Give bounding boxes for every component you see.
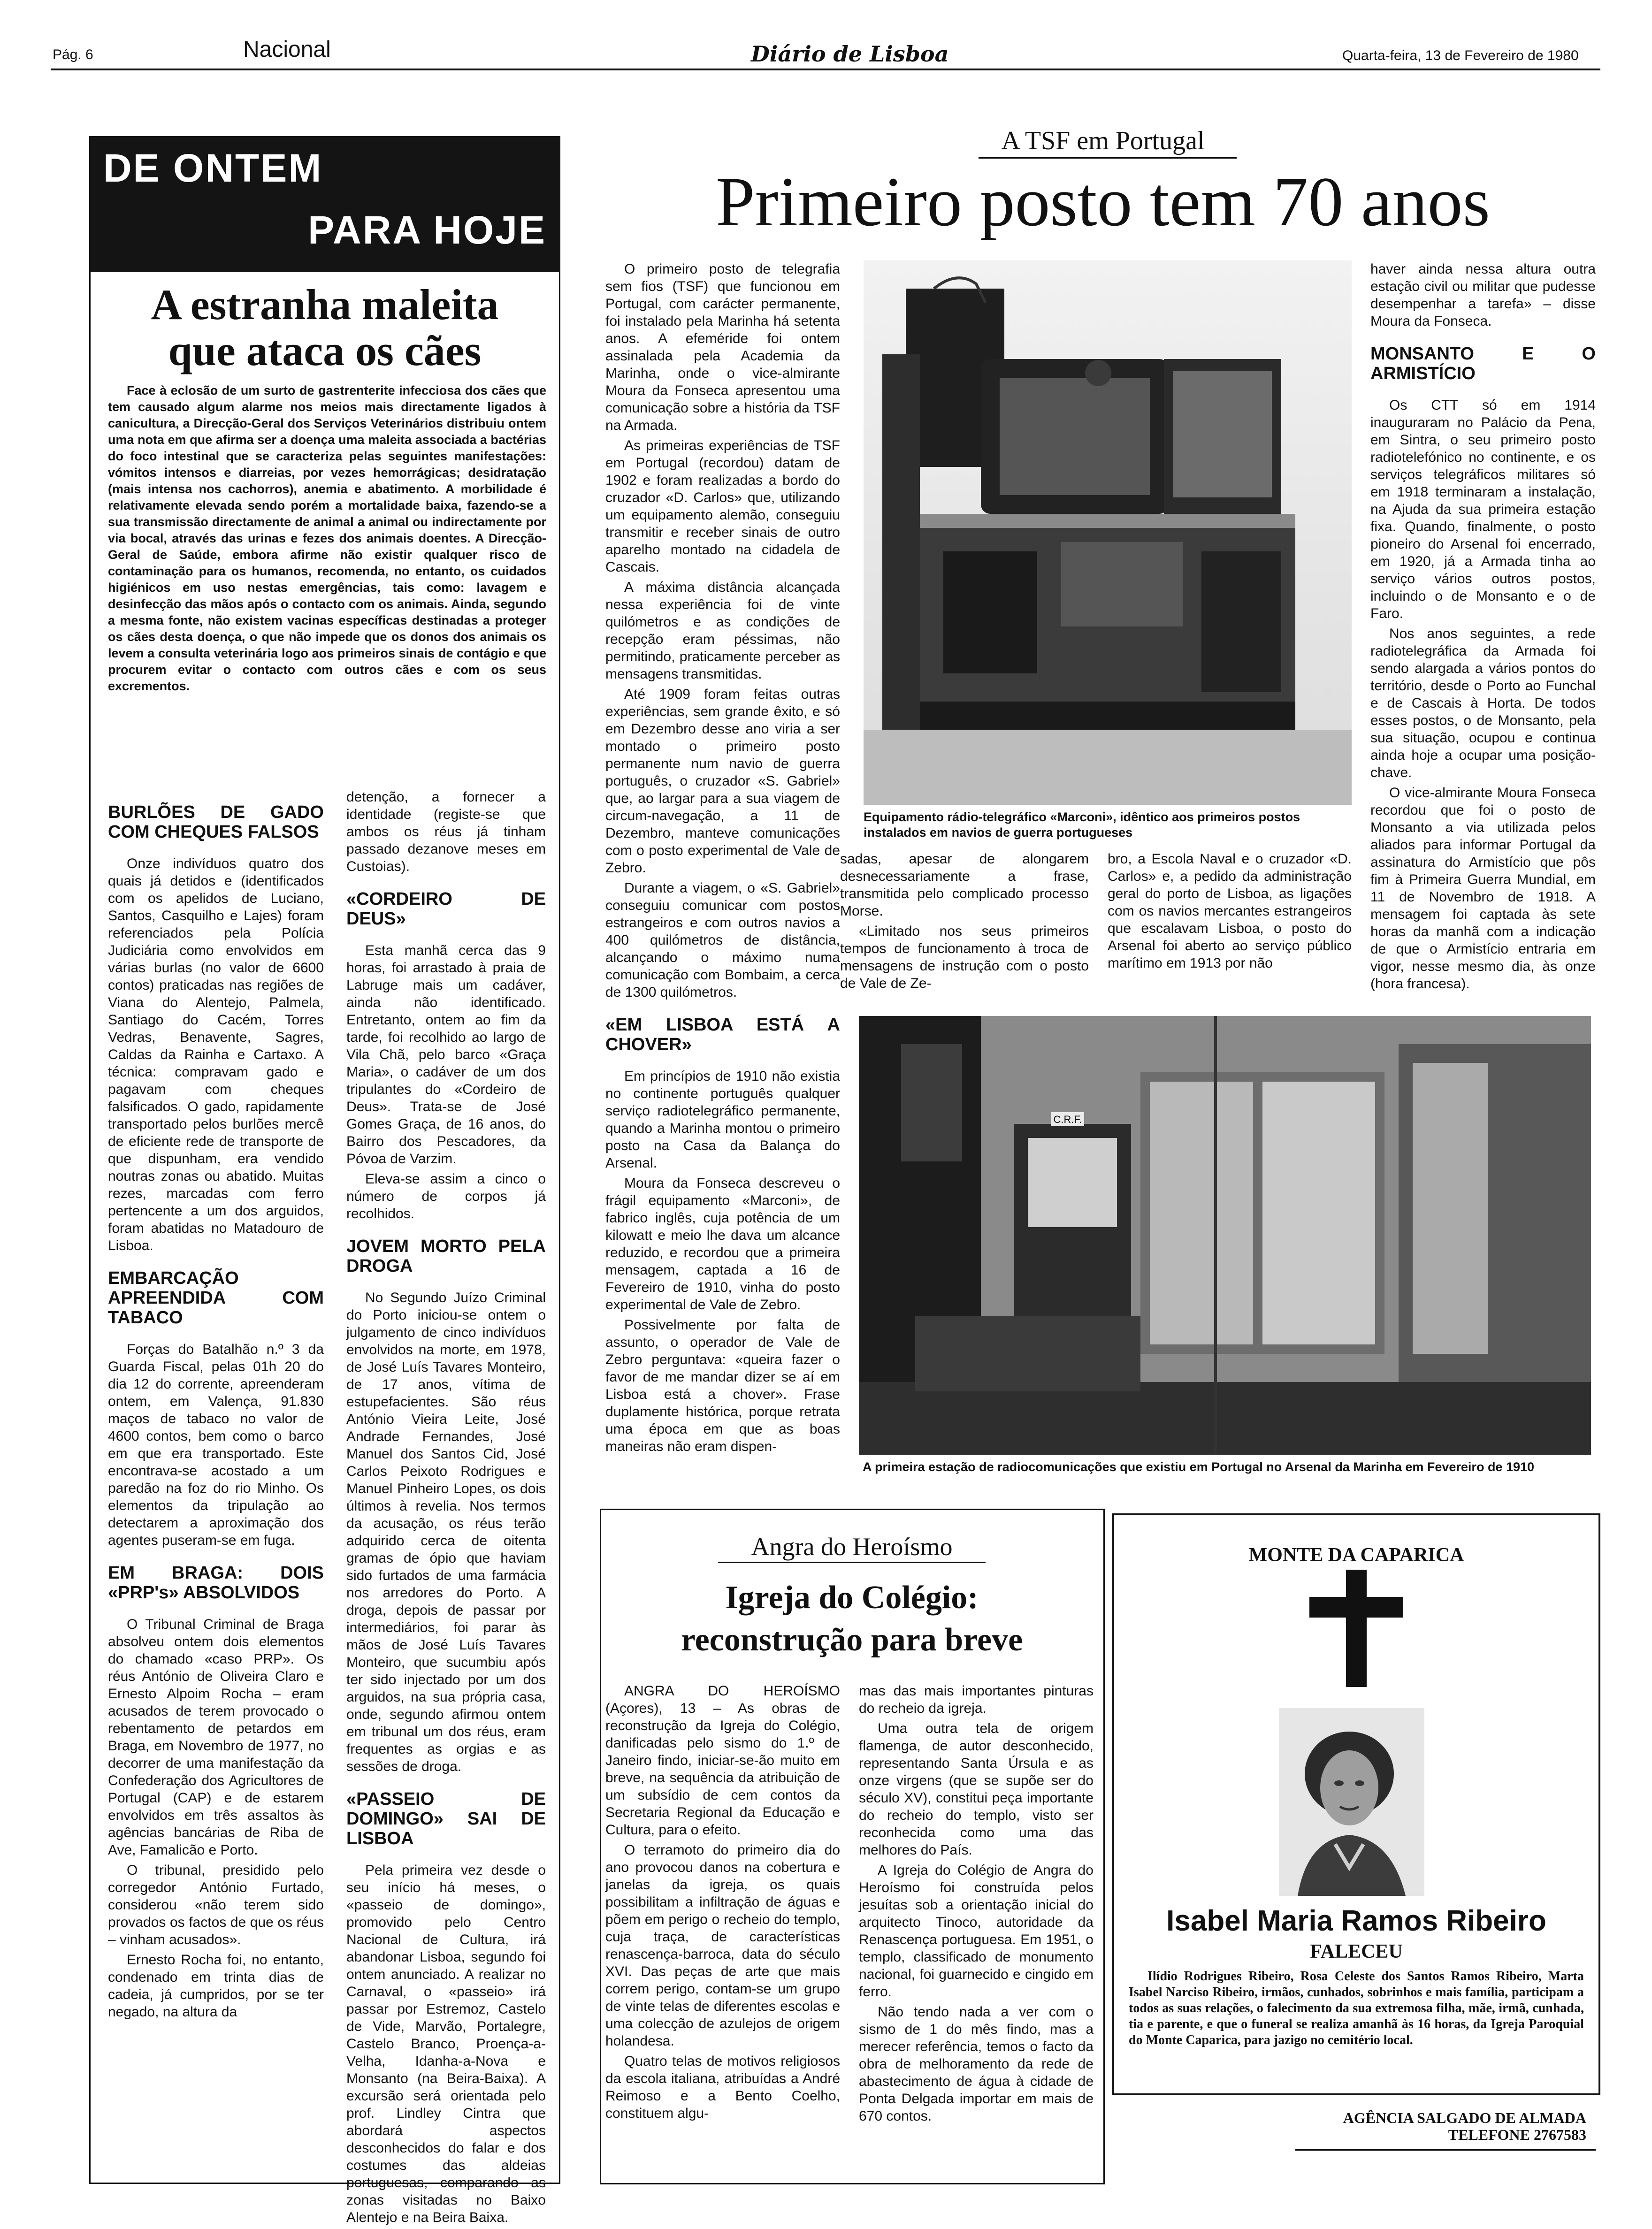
deceased-name: Isabel Maria Ramos Ribeiro [1166,1905,1546,1937]
story-paragraph: sadas, apesar de alongarem desnecessariamente a frase, transmitida pelo complicado processo Morse. [840,851,1089,919]
tsf-column-2 [840,850,1089,995]
agency-phone: TELEFONE 2767583 [1448,2126,1586,2143]
story-heading: MONSANTO E O ARMISTÍCIO [1370,344,1596,383]
agency-name: AGÊNCIA SALGADO DE ALMADA [1343,2109,1586,2126]
story-heading: BURLÕES DE GADO COM CHEQUES FALSOS [108,802,324,842]
story-heading: «CORDEIRO DE DEUS» [346,889,546,929]
marconi-photo-caption: Equipamento rádio-telegráfico «Marconi», idêntico aos primeiros postos instalados em navios de guerra portugueses [864,810,1300,840]
story-paragraph: Uma outra tela de origem flamenga, de autor desconhecido, representando Santa Úrsula e as onze virgens (que se supõe ser do século XV), constitui peça importante do recheio do templo, visto ser reconhecida como uma das melhores do País. [859,1721,1094,1858]
story-heading: EMBARCAÇÃO APREENDIDA COM TABACO [108,1268,324,1328]
newspaper-name: Diário de Lisboa [751,41,949,67]
tsf-kicker-rule [979,157,1237,159]
arsenal-station-photo [859,1016,1591,1455]
obituary-text: Ilídio Rodrigues Ribeiro, Rosa Celeste dos Santos Ramos Ribeiro, Marta Isabel Narciso Ribeiro, irmãos, cunhados, sobrinhos e mais família, participam a todos as suas relações, o falecimento da sua extremosa filha, mãe, irmã, cunhada, tia e parente, e que o funeral se realiza amanhã às 16 horas, da Igreja Paroquial do Monte Caparica, para jazigo no cemitério local. [1129,1969,1584,2047]
section-banner [89,136,560,272]
story-paragraph: O vice-almirante Moura Fonseca recordou que foi o posto de Monsanto a via utilizada pelos aliados para informar Portugal da assinatura do Armistício que pôs fim à Primeira Guerra Mundial, em 11 de Novembro de 1918. A mensagem foi captada às sete horas da manhã com a indicação de que o Armistício entraria em vigor, nesse mesmo dia, às onze (hora francesa). [1370,785,1596,992]
angra-column-1 [605,1682,840,2125]
obituary-status: FALECEU [1310,1941,1403,1962]
story-paragraph: mas das mais importantes pinturas do recheio da igreja. [859,1683,1094,1716]
story-paragraph: O Tribunal Criminal de Braga absolveu ontem dois elementos do chamado «caso PRP». Os réus António de Oliveira Claro e Ernesto Alpoim Rocha – eram acusados de terem provocado o rebentamento de petardos em Braga, em Novembro de 1977, no decorrer de uma manifestação da Confederação dos Agricultores de Portugal (CAP) e de estarem envolvidos em três assaltos às agências bancárias de Riba de Ave, Famalicão e Porto. [108,1617,324,1858]
story-paragraph: O terramoto do primeiro dia do ano provocou danos na cobertura e janelas da igreja, os quais possibilitam a infiltração de águas e põem em perigo o recheio do templo, cuja traça, de características renascença-barroca, data do século XVI. Das peças de arte que mais correm perigo, contam-se um grupo de vinte telas de diferentes escolas e uma colecção de azulejos de origem holandesa. [605,1842,840,2049]
story-paragraph: Onze indivíduos quatro dos quais já detidos e (identificados com os apelidos de Luciano, Santos, Casquilho e Lajes) foram referenciados pela Polícia Judiciária como envolvidos em várias burlas (no valor de 6600 contos) praticadas nas regiões de Viana do Alentejo, Palmela, Santiago do Cacém, Torres Vedras, Benavente, Sagres, Caldas da Rainha e Cartaxo. A técnica: compravam gado e pagavam com cheques falsificados. O gado, rapidamente transportado pelos burlões mercê de eficiente rede de transporte de que dispunham, era vendido noutras zonas ou abatido. Muitas rezes, marcadas com ferro pertencente a um dos arguidos, foram abatidas no Matadouro de Lisboa. [108,856,324,1253]
angra-headline [605,1577,1098,1661]
sidebar-headline-line-1: A estranha maleita [151,281,499,328]
story-paragraph: Esta manhã cerca das 9 horas, foi arrastado à praia de Labruge mais um cadáver, ainda não identificado. Entretanto, ontem ao fim da tarde, foi recolhido ao largo de Vila Chã, pelo barco «Graça Maria», o cadáver de um dos tripulantes do «Cordeiro de Deus». Trata-se de José Gomes Graça, de 16 anos, do Bairro dos Pescadores, da Póvoa de Varzim. [346,943,546,1167]
story-paragraph: Quatro telas de motivos religiosos da escola italiana, atribuídas a André Reimoso e a Bento Coelho, constituem algu- [605,2053,840,2121]
angra-headline-line-2: reconstrução para breve [681,1622,1023,1658]
funeral-agency [1305,2109,1586,2143]
cross-icon [1309,1570,1403,1687]
story-paragraph: A máxima distância alcançada nessa experiência foi de vinte quilómetros e as condições de recepção eram péssimas, não permitindo, praticamente perceber as mensagens transmitidas. [605,580,840,682]
story-paragraph: ANGRA DO HEROÍSMO (Açores), 13 – As obras de reconstrução da Igreja do Colégio, danificadas pelo sismo do 1.º de Janeiro findo, iniciar-se-ão muito em breve, na sequência da atribuição de um subsídio de cem contos da Secretaria Regional da Educação e Cultura, para o efeito. [605,1683,840,1838]
story-paragraph: O primeiro posto de telegrafia sem fios (TSF) que funcionou em Portugal, com carácter permanente, foi instalado pela Marinha há setenta anos. A efeméride foi ontem assinalada pela Academia da Marinha, onde o vice-almirante Moura da Fonseca apresentou uma comunicação sobre a história da TSF na Armada. [605,261,840,433]
tsf-column-3 [1108,850,1352,975]
portrait-image [1279,1708,1424,1896]
sidebar-lead: Face à eclosão de um surto de gastrenterite infecciosa dos cães que tem causado algum alarme nos meios mais directamente ligados à canicultura, a Direcção-Geral dos Serviços Veterinários distribuiu ontem uma nota em que afirma ser a doença uma maleita associada a bactérias do foco intestinal que se caracteriza pelas seguintes manifestações: vómitos intensos e diarreias, por vezes hemorrágicas; desidratação (mais intensa nos cachorros), anemia e abatimento. A morbilidade é relativamente elevada sendo porém a mortalidade baixa, fazendo-se a sua transmissão directamente de animal a animal ou indirectamente por via bocal, através das urinas e fezes dos animais doentes. A Direcção-Geral de Saúde, embora afirme não existir qualquer risco de contaminação para os humanos, recomenda, no entanto, os cuidados higiénicos em uso nestas emergências, tais como: lavagem e desinfecção das mãos após o contacto com os animais. Ainda, segundo a mesma fonte, não existem vacinas específicas destinadas a proteger os cães desta doença, o que não impede que os donos dos animais os levem a consulta veterinária logo aos primeiros sinais de contágio e que procurem evitar o contacto com outros cães e com os seus excrementos. [108,383,546,693]
angra-column-2 [859,1682,1094,2128]
obituary-place: MONTE DA CAPARICA [1248,1544,1464,1566]
tsf-column-1 [605,260,840,1458]
story-paragraph: Durante a viagem, o «S. Gabriel» conseguiu comunicar com postos estrangeiros e com outros navios a 400 quilómetros de distância, alcançando o máximo numa comunicação com Bombaim, a cerca de 1300 quilómetros. [605,880,840,1000]
tsf-column-4 [1370,260,1596,995]
masthead-rule [51,69,1600,70]
marconi-equipment-photo [864,260,1352,805]
angra-kicker-rule [718,1562,986,1563]
story-heading: «EM LISBOA ESTÁ A CHOVER» [605,1015,840,1054]
page-number: Pág. 6 [53,47,93,62]
story-paragraph: «Limitado nos seus primeiros tempos de funcionamento à troca de mensagens de instrução com o posto de Vale de Ze- [840,924,1089,991]
issue-date: Quarta-feira, 13 de Fevereiro de 1980 [1342,48,1579,63]
angra-headline-line-1: Igreja do Colégio: [725,1580,979,1616]
story-paragraph: Não tendo nada a ver com o sismo de 1 do mês findo, mas a merecer referência, temos o facto da obra de melhoramento da rede de abastecimento de água à cidade de Ponta Delgada importar em mais de 670 contos. [859,2004,1094,2124]
tsf-headline: Primeiro posto tem 70 anos [716,163,1490,241]
sidebar-headline [94,282,556,374]
story-paragraph: bro, a Escola Naval e o cruzador «D. Carlos» e, a pedido da administração geral do porto de Lisboa, as ligações com os navios mercantes estrangeiros que escalavam Lisboa, o posto do Arsenal foi aberto ao serviço público marítimo em 1913 por não [1108,851,1352,971]
story-heading: EM BRAGA: DOIS «PRP's» ABSOLVIDOS [108,1563,324,1603]
section-name: Nacional [243,37,331,62]
story-paragraph: Nos anos seguintes, a rede radiotelegráfica da Armada foi sendo alargada a vários pontos do território, desde o Porto ao Funchal e de Cascais à Horta. De todos esses postos, o de Monsanto, pela sua situação, ocupou e continua ainda hoje a ocupar uma posição-chave. [1370,626,1596,780]
story-paragraph: Até 1909 foram feitas outras experiências, sem grande êxito, e só em Dezembro desse ano viria a ser montado o primeiro posto permanente num navio de guerra português, o cruzador «S. Gabriel» que, ao largar para a sua viagem de circum-navegação, a 11 de Dezembro, manteve comunicações com o posto experimental de Vale de Zebro. [605,687,840,876]
arsenal-photo-caption: A primeira estação de radiocomunicações que existiu em Portugal no Arsenal da Marinha em Fevereiro de 1910 [863,1460,1535,1474]
story-paragraph: Eleva-se assim a cinco o número de corpos já recolhidos. [346,1171,546,1221]
sidebar-column-1 [108,788,324,2023]
agency-rule [1295,2149,1596,2151]
story-paragraph: Os CTT só em 1914 inauguraram no Palácio da Pena, em Sintra, o seu primeiro posto radiotelefónico no continente, e os serviços telegráficos militares só em 1918 terminaram a instalação, na Ajuda da sua primeira estação fixa. Quando, finalmente, o posto pioneiro do Arsenal foi encerrado, em 1920, já a Armada tinha ao serviço vários outros postos, incluindo o de Monsanto e o de Faro. [1370,397,1596,621]
story-paragraph: As primeiras experiências de TSF em Portugal (recordou) datam de 1902 e foram realizadas a bordo do cruzador «D. Carlos» que, utilizando um equipamento alemão, conseguiu transmitir e receber sinais de outro aparelho montado na cidadela de Cascais. [605,438,840,575]
story-paragraph: Possivelmente por falta de assunto, o operador de Vale de Zebro perguntava: «queira fazer o favor de me mandar dizer se aí em Lisboa está a chover». Frase duplamente histórica, porque retrata uma época em que as boas maneiras não eram dispen- [605,1317,840,1454]
story-paragraph: detenção, a fornecer a identidade (registe-se que ambos os réus já tinham passado dezanove meses em Custoias). [346,789,546,874]
portrait-photo [1279,1708,1424,1896]
sidebar-column-2 [346,788,546,2229]
story-paragraph: Moura da Fonseca descreveu o frágil equipamento «Marconi», de fabrico inglês, cuja potência de um kilowatt e meio lhe dava um alcance reduzido, e recordou que a primeira mensagem, captada a 16 de Fevereiro de 1910, vinha do posto experimental de Vale de Zebro. [605,1176,840,1313]
angra-kicker: Angra do Heroísmo [751,1533,953,1561]
story-heading: «PASSEIO DE DOMINGO» SAI DE LISBOA [346,1789,546,1848]
photo-sign: C.R.F. [1053,1114,1082,1125]
sidebar-headline-line-2: que ataca os cães [168,327,482,374]
story-paragraph: A Igreja do Colégio de Angra do Heroísmo foi construída pelos jesuítas sob a orientação inicial do arquitecto Tinoco, autoridade da Renascença portuguesa. Em 1951, o templo, classificado de monumento nacional, foi guarnecido e cingido em ferro. [859,1863,1094,2000]
story-paragraph: Forças do Batalhão n.º 3 da Guarda Fiscal, pelas 01h 20 do dia 12 do corrente, apreenderam ontem, em Valença, 91.830 maços de tabaco no valor de 4600 contos, bem como o barco em que era transportado. Este encontrava-se acostado a um paredão na foz do rio Minho. Os elementos da tripulação ao detectarem a aproximação dos agentes puseram-se em fuga. [108,1342,324,1548]
story-paragraph: Em princípios de 1910 não existia no continente português qualquer serviço radiotelegráfico permanente, quando a Marinha montou o primeiro posto na Casa da Balança do Arsenal. [605,1069,840,1171]
story-paragraph: Ernesto Rocha foi, no entanto, condenado em trinta dias de cadeia, já cumpridos, por se ter negado, na altura da [108,1952,324,2020]
story-paragraph: haver ainda nessa altura outra estação civil ou militar que pudesse desempenhar a tarefa» – disse Moura da Fonseca. [1370,261,1596,329]
tsf-kicker: A TSF em Portugal [1001,126,1205,155]
arsenal-station-image [859,1016,1591,1455]
marconi-equipment-image [864,260,1352,805]
story-heading: JOVEM MORTO PELA DROGA [346,1237,546,1276]
banner-line-1: DE ONTEM [103,146,323,190]
story-paragraph: Pela primeira vez desde o seu início há meses, o «passeio de domingo», promovido pelo Centro Nacional de Cultura, irá abandonar Lisboa, segundo foi ontem anunciado. A realizar no Carnaval, o «passeio» irá passar por Estremoz, Castelo de Vide, Marvão, Portalegre, Castelo Branco, Proença-a-Velha, Idanha-a-Nova e Monsanto (na Beira-Baixa). A excursão será orientada pelo prof. Lindley Cintra que abordará aspectos desconhecidos do falar e dos costumes das aldeias portuguesas, comparando as zonas visitadas no Baixo Alentejo e na Beira Baixa. [346,1863,546,2225]
story-paragraph: No Segundo Juízo Criminal do Porto iniciou-se ontem o julgamento de cinco indivíduos envolvidos na morte, em 1978, de José Luís Tavares Monteiro, de 17 anos, vítima de estupefacientes. São réus António Vieira Leite, José Andrade Fernandes, José Manuel dos Santos Cid, José Carlos Peixoto Rodrigues e Manuel Pinheiro Lopes, os dois últimos à revelia. Nos termos da acusação, os réus terão adquirido cerca de oitenta gramas de ópio que haviam sido furtados de uma farmácia nos arredores do Porto. A droga, depois de passar por intermediários, foi parar às mãos de José Luís Tavares Monteiro, que sucumbiu após ter sido injectado por um dos arguidos, na sua própria casa, onde, segundo afirmou ontem em tribunal um dos réus, eram frequentes as orgias e as sessões de droga. [346,1290,546,1774]
banner-line-2: PARA HOJE [308,208,546,252]
story-paragraph: O tribunal, presidido pelo corregedor António Furtado, considerou «não terem sido provados os factos de que os réus – vinham acusados». [108,1863,324,1947]
